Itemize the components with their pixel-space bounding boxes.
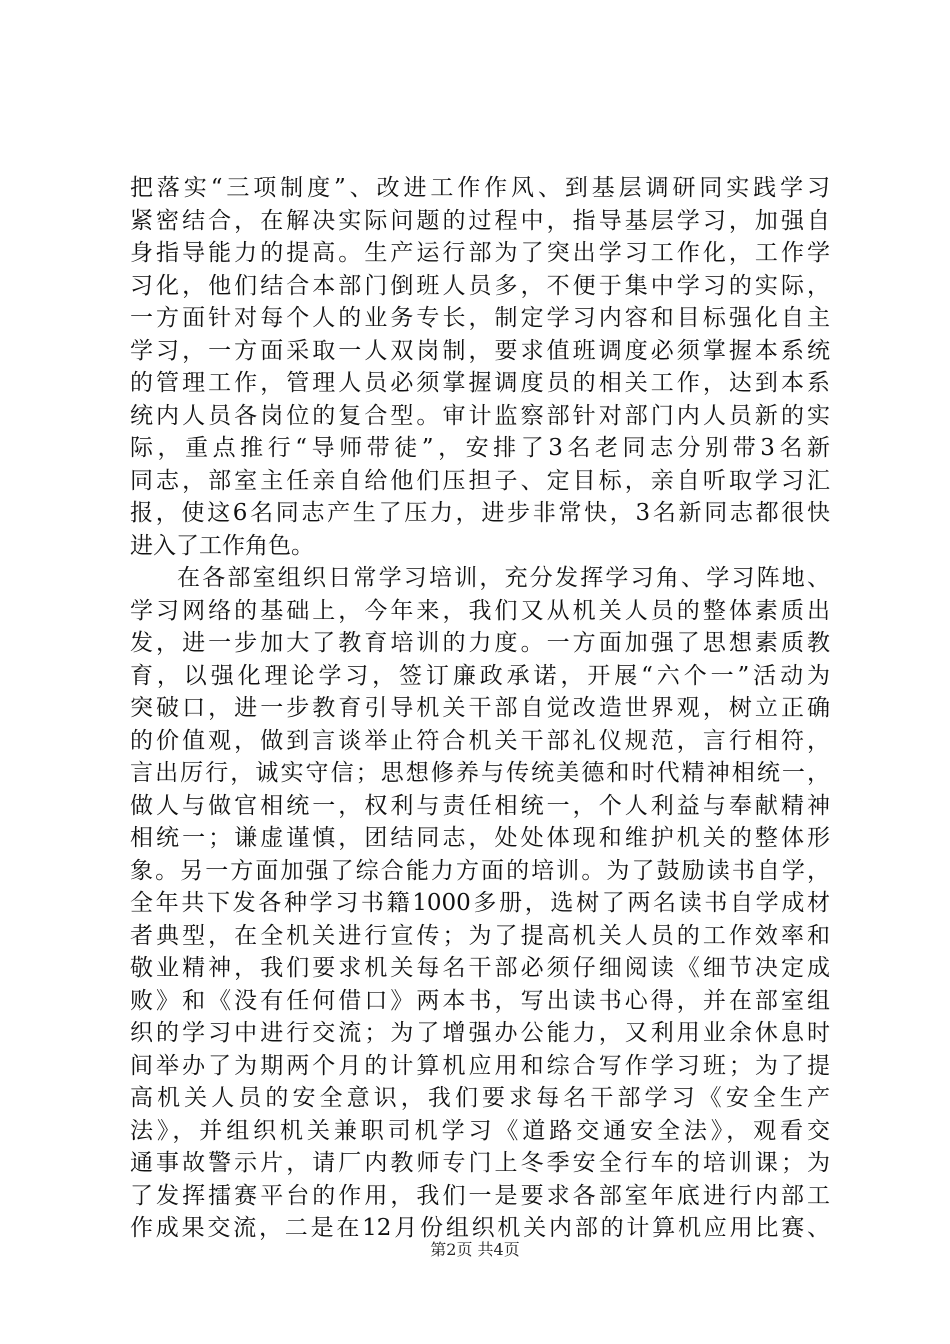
body-text xyxy=(130,172,830,1245)
text-line: 全年共下发各种学习书籍1000多册，选树了两名读书自学成材 xyxy=(130,890,830,916)
text-line: 身指导能力的提高。生产运行部为了突出学习工作化，工作学 xyxy=(130,240,830,266)
text-line: 发，进一步加大了教育培训的力度。一方面加强了思想素质教 xyxy=(130,630,830,656)
text-line: 突破口，进一步教育引导机关干部自觉改造世界观，树立正确 xyxy=(130,695,830,721)
text-line: 者典型，在全机关进行宣传；为了提高机关人员的工作效率和 xyxy=(130,922,830,949)
text-line: 进入了工作角色。 xyxy=(130,532,314,559)
text-line: 相统一；谦虚谨慎，团结同志，处处体现和维护机关的整体形 xyxy=(130,825,830,851)
text-line: 把落实“三项制度”、改进工作作风、到基层调研同实践学习 xyxy=(130,175,830,201)
page-footer xyxy=(0,1240,950,1260)
text-line: 报，使这6名同志产生了压力，进步非常快，3名新同志都很快 xyxy=(130,500,830,526)
text-line: 敬业精神，我们要求机关每名干部必须仔细阅读《细节决定成 xyxy=(130,955,830,981)
text-line: 习化，他们结合本部门倒班人员多，不便于集中学习的实际， xyxy=(130,272,830,299)
text-line: 作成果交流，二是在12月份组织机关内部的计算机应用比赛、 xyxy=(130,1215,830,1241)
text-line: 一方面针对每个人的业务专长，制定学习内容和目标强化自主 xyxy=(130,305,830,331)
text-line: 高机关人员的安全意识，我们要求每名干部学习《安全生产 xyxy=(130,1085,830,1111)
text-line: 同志，部室主任亲自给他们压担子、定目标，亲自听取学习汇 xyxy=(130,467,830,494)
text-line: 败》和《没有任何借口》两本书，写出读书心得，并在部室组 xyxy=(130,987,830,1014)
text-line: 统内人员各岗位的复合型。审计监察部针对部门内人员新的实 xyxy=(130,402,830,429)
page-number: 第2页 共4页 xyxy=(430,1240,520,1259)
text-line: 紧密结合，在解决实际问题的过程中，指导基层学习，加强自 xyxy=(130,207,830,234)
text-line: 象。另一方面加强了综合能力方面的培训。为了鼓励读书自学， xyxy=(130,857,830,884)
text-line: 法》，并组织机关兼职司机学习《道路交通安全法》，观看交 xyxy=(130,1117,830,1144)
text-line: 了发挥擂赛平台的作用，我们一是要求各部室年底进行内部工 xyxy=(130,1182,830,1209)
text-line: 在各部室组织日常学习培训，充分发挥学习角、学习阵地、 xyxy=(177,565,830,591)
text-line: 学习网络的基础上，今年来，我们又从机关人员的整体素质出 xyxy=(130,597,830,624)
text-line: 言出厉行，诚实守信；思想修养与传统美德和时代精神相统一， xyxy=(130,760,830,786)
text-line: 学习，一方面采取一人双岗制，要求值班调度必须掌握本系统 xyxy=(130,337,830,364)
text-line: 育，以强化理论学习，签订廉政承诺，开展“六个一”活动为 xyxy=(130,662,830,689)
text-line: 做人与做官相统一，权利与责任相统一，个人利益与奉献精神 xyxy=(130,792,830,819)
text-line: 的管理工作，管理人员必须掌握调度员的相关工作，达到本系 xyxy=(130,370,830,396)
text-line: 间举办了为期两个月的计算机应用和综合写作学习班；为了提 xyxy=(130,1052,830,1079)
text-line: 际，重点推行“导师带徒”，安排了3名老同志分别带3名新 xyxy=(130,435,830,461)
text-line: 的价值观，做到言谈举止符合机关干部礼仪规范，言行相符， xyxy=(130,727,830,754)
text-line: 织的学习中进行交流；为了增强办公能力，又利用业余休息时 xyxy=(130,1020,830,1046)
text-line: 通事故警示片，请厂内教师专门上冬季安全行车的培训课；为 xyxy=(130,1150,830,1176)
